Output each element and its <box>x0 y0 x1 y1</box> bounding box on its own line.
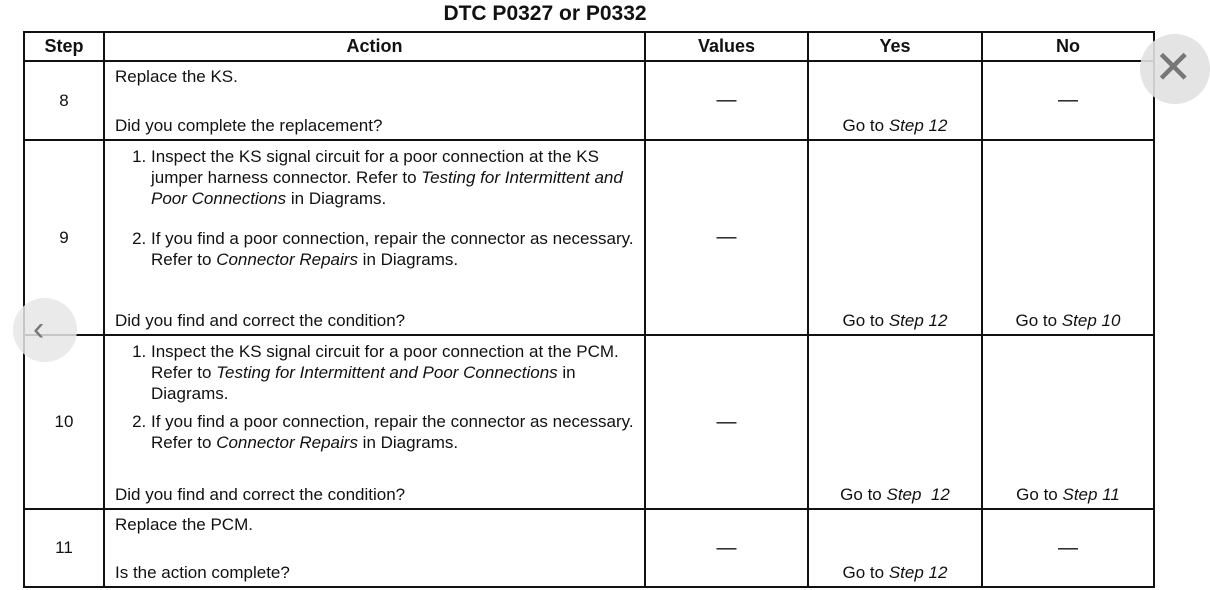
values-cell: — <box>645 335 808 509</box>
action-steps <box>105 146 644 270</box>
yes-cell: Go to Step 12 <box>808 140 982 335</box>
close-button[interactable] <box>1140 34 1210 104</box>
values-cell: — <box>645 509 808 587</box>
action-question: Is the action complete? <box>115 563 290 582</box>
step-number: 8 <box>24 61 104 140</box>
header-values: Values <box>645 32 808 61</box>
step-number: 11 <box>24 509 104 587</box>
table-row <box>24 140 1154 335</box>
close-icon: ✕ <box>1154 41 1193 93</box>
page-title: DTC P0327 or P0332 <box>443 2 647 25</box>
yes-step-link[interactable]: Step 12 <box>888 311 948 330</box>
chevron-left-icon: ‹ <box>33 310 45 348</box>
action-text: Replace the PCM. <box>115 515 253 534</box>
step-number: 10 <box>24 335 104 509</box>
no-cell: — <box>982 61 1154 140</box>
action-steps <box>105 341 644 453</box>
values-cell: — <box>645 61 808 140</box>
list-item: 2. If you find a poor connection, repair the connector as necessary. Refer to Connector Repairs in Diagrams. <box>151 228 644 270</box>
action-cell <box>104 61 645 140</box>
header-row <box>24 32 1154 61</box>
yes-cell: Go to Step 12 <box>808 509 982 587</box>
table-row <box>24 509 1154 587</box>
yes-cell: Go to Step 12 <box>808 61 982 140</box>
no-step-link[interactable]: Step 10 <box>1061 311 1121 330</box>
action-cell <box>104 509 645 587</box>
step-number: 9 <box>24 140 104 335</box>
action-cell <box>104 335 645 509</box>
list-item: 2. If you find a poor connection, repair the connector as necessary. Refer to Connector Repairs in Diagrams. <box>151 411 644 453</box>
header-yes: Yes <box>808 32 982 61</box>
yes-step-link[interactable]: Step 12 <box>888 116 948 135</box>
previous-page-button[interactable] <box>13 298 77 362</box>
list-item: 1. Inspect the KS signal circuit for a poor connection at the KS jumper harness connector. Refer to Testing for Intermittent and Poor Connections in Diagrams. <box>151 146 644 209</box>
yes-cell: Go to Step 12 <box>808 335 982 509</box>
table-row <box>24 61 1154 140</box>
action-text: Replace the KS. <box>115 67 238 86</box>
values-cell: — <box>645 140 808 335</box>
action-question: Did you complete the replacement? <box>115 116 383 135</box>
list-item: 1. Inspect the KS signal circuit for a poor connection at the PCM. Refer to Testing for Intermittent and Poor Connections in Diagrams. <box>151 341 644 404</box>
no-step-link[interactable]: Step 11 <box>1062 485 1120 504</box>
yes-step-link[interactable]: Step 12 <box>886 485 950 504</box>
header-no: No <box>982 32 1154 61</box>
header-action: Action <box>104 32 645 61</box>
no-cell: Go to Step 11 <box>982 335 1154 509</box>
header-step: Step <box>24 32 104 61</box>
table-row <box>24 335 1154 509</box>
action-question: Did you find and correct the condition? <box>115 311 406 330</box>
no-cell: Go to Step 10 <box>982 140 1154 335</box>
action-cell <box>104 140 645 335</box>
diagnostic-table <box>23 31 1155 588</box>
yes-step-link[interactable]: Step 12 <box>888 563 948 582</box>
action-question: Did you find and correct the condition? <box>115 485 406 504</box>
no-cell: — <box>982 509 1154 587</box>
